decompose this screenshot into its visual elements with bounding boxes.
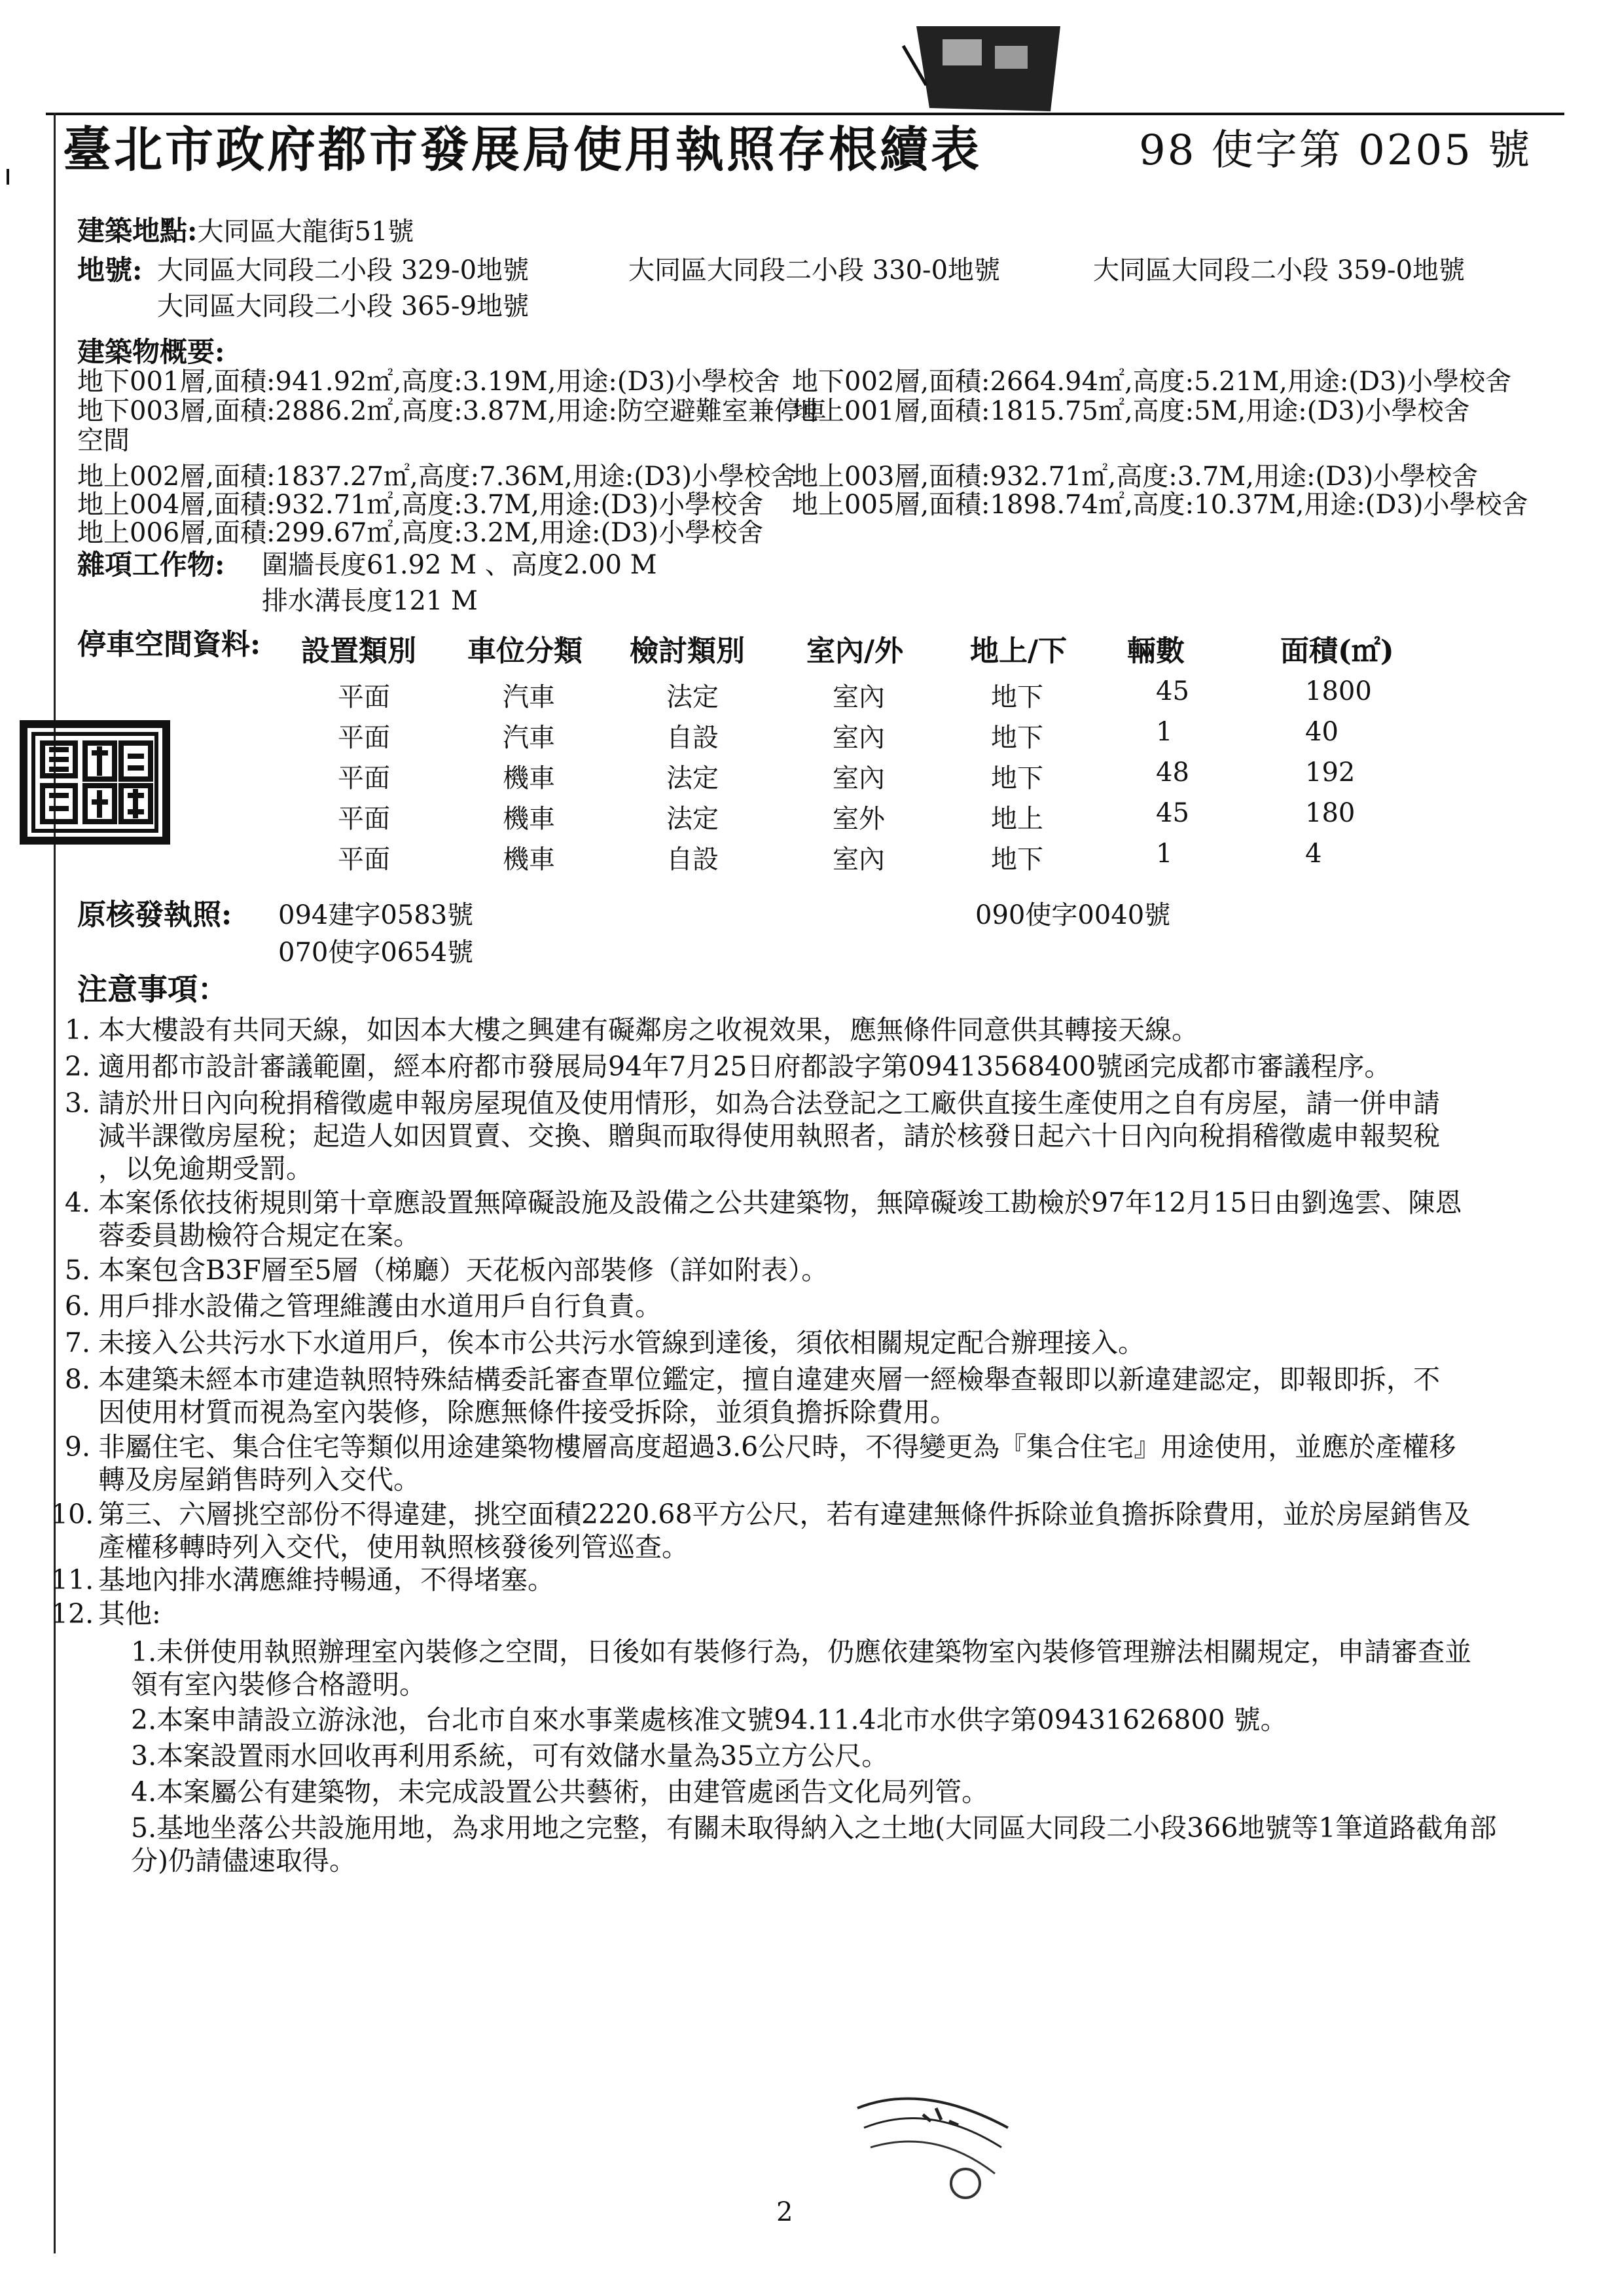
parking-label: 停車空間資料: [77,628,261,661]
parking-header: 面積(㎡) [1280,634,1394,668]
site-value: 大同區大龍街51號 [197,217,414,247]
parking-header: 輛數 [1127,634,1185,668]
overview-line: 空間 [77,426,130,456]
page-number: 2 [776,2197,793,2227]
note-item: 8. 本建築未經本市建造執照特殊結構委託審查單位鑑定，擅自違建夾層一經檢舉查報即以新違建認定，即報即拆，不 因使用材質而視為室內裝修，除應無條件接受拆除，並須負擔拆除費用。 [64,1364,1440,1428]
parking-header: 地上/下 [970,634,1068,668]
parking-cell: 1800 [1305,676,1372,706]
parking-cell: 法定 [666,682,719,712]
site-row [77,216,414,247]
parking-cell: 1 [1156,717,1173,747]
parking-cell: 機車 [503,763,555,793]
parking-cell: 1 [1156,839,1173,869]
parking-cell: 地下 [991,682,1043,712]
original-permit-item: 094建字0583號 [278,900,474,930]
overview-line: 地上003層,面積:932.71㎡,高度:3.7M,用途:(D3)小學校舍 [792,462,1479,492]
parking-cell: 平面 [338,723,390,753]
misc-line: 排水溝長度121 M [262,586,478,616]
overview-line: 地下003層,面積:2886.2㎡,高度:3.87M,用途:防空避難室兼停車 [77,396,827,426]
notes-label: 注意事項： [77,972,228,1007]
overview-line: 地上001層,面積:1815.75㎡,高度:5M,用途:(D3)小學校舍 [792,396,1470,426]
original-permit-item: 070使字0654號 [278,938,474,968]
misc-label: 雜項工作物: [77,549,225,581]
stamp-seal-left [20,720,170,845]
parking-cell: 平面 [338,845,390,875]
note-item: 3. 請於卅日內向稅捐稽徵處申報房屋現值及使用情形，如為合法登記之工廠供直接生產使用之自有房屋，請一併申請 減半課徵房屋稅；起造人如因買賣、交換、贈與而取得使用執照者，請於核發日起六十日內向稅捐稽徵處申報契稅 ，以免逾期受罰。 [64,1087,1440,1184]
note-item: 10. 第三、六層挑空部份不得違建，挑空面積2220.68平方公尺，若有違建無條件拆除並負擔拆除費用，並於房屋銷售及 產權移轉時列入交代，使用執照核發後列管巡查。 [51,1499,1471,1563]
site-label: 建築地點: [77,215,198,247]
lot-item: 大同區大同段二小段 329-0地號 [157,255,530,285]
parking-cell: 平面 [338,682,390,712]
parking-cell: 自設 [666,845,719,875]
lots-label: 地號: [77,254,143,286]
overview-line: 地上004層,面積:932.71㎡,高度:3.7M,用途:(D3)小學校舍 [77,490,764,520]
parking-cell: 平面 [338,804,390,834]
parking-cell: 法定 [666,763,719,793]
note-item: 11. 基地內排水溝應維持暢通，不得堵塞。 [51,1564,554,1595]
parking-cell: 室內 [833,682,885,712]
permit-number: 98 使字第 0205 號 [1139,126,1532,175]
note-item: 1. 本大樓設有共同天線，如因本大樓之興建有礙鄰房之收視效果，應無條件同意供其轉接天線。 [64,1014,1198,1046]
document-title: 臺北市政府都市發展局使用執照存根續表 [63,122,982,178]
parking-cell: 機車 [503,804,555,834]
lot-item: 大同區大同段二小段 359-0地號 [1093,255,1465,285]
parking-cell: 平面 [338,763,390,793]
parking-cell: 地下 [991,723,1043,753]
overview-line: 地下002層,面積:2664.94㎡,高度:5.21M,用途:(D3)小學校舍 [792,367,1512,397]
parking-cell: 地下 [991,763,1043,793]
parking-cell: 自設 [666,723,719,753]
parking-cell: 40 [1305,717,1339,747]
overview-line: 地上005層,面積:1898.74㎡,高度:10.37M,用途:(D3)小學校舍 [792,490,1528,520]
lot-item: 大同區大同段二小段 365-9地號 [157,291,530,321]
original-permits-label: 原核發執照: [77,898,232,932]
parking-header: 設置類別 [301,634,416,668]
parking-cell: 地下 [991,845,1043,875]
misc-line: 圍牆長度61.92 M 、高度2.00 M [262,550,657,580]
parking-cell: 室外 [833,804,885,834]
original-permit-item: 090使字0040號 [975,900,1171,930]
note-item: 9. 非屬住宅、集合住宅等類似用途建築物樓層高度超過3.6公尺時，不得變更為『集合住宅』用途使用，並應於產權移 轉及房屋銷售時列入交代。 [64,1431,1456,1495]
note-item: 4. 本案係依技術規則第十章應設置無障礙設施及設備之公共建築物，無障礙竣工勘檢於97年12月15日由劉逸雲、陳恩 蓉委員勘檢符合規定在案。 [64,1187,1462,1251]
parking-cell: 機車 [503,845,555,875]
note-item: 7. 未接入公共污水下水道用戶，俟本市公共污水管線到達後，須依相關規定配合辦理接入。 [64,1327,1145,1358]
note-item: 6. 用戶排水設備之管理維護由水道用戶自行負責。 [64,1290,662,1322]
note-item: 5. 本案包含B3F層至5層（梯廳）天花板內部裝修（詳如附表）。 [64,1254,829,1286]
parking-cell: 48 [1156,757,1189,788]
parking-cell: 汽車 [503,723,555,753]
stamp-seal-top [890,20,1080,120]
parking-cell: 法定 [666,804,719,834]
parking-header: 車位分類 [467,634,583,668]
parking-cell: 室內 [833,845,885,875]
parking-cell: 地上 [991,804,1043,834]
note-sub-item: 3.本案設置雨水回收再利用系統，可有效儲水量為35立方公尺。 [131,1740,889,1772]
stamp-seal-bottom [844,2088,1028,2222]
parking-cell: 192 [1305,757,1356,788]
note-item: 2. 適用都市設計審議範圍，經本府都市發展局94年7月25日府都設字第09413568400號函完成都市審議程序。 [64,1051,1392,1082]
parking-cell: 45 [1156,798,1189,828]
margin-mark [7,169,9,185]
overview-line: 地下001層,面積:941.92㎡,高度:3.19M,用途:(D3)小學校舍 [77,367,780,397]
parking-header: 檢討類別 [630,634,745,668]
note-sub-item: 2.本案申請設立游泳池，台北市自來水事業處核准文號94.11.4北市水供字第09431626800 號。 [131,1704,1287,1736]
parking-cell: 室內 [833,763,885,793]
lot-item: 大同區大同段二小段 330-0地號 [628,255,1001,285]
parking-header: 室內/外 [806,634,904,668]
parking-cell: 180 [1305,798,1356,828]
parking-cell: 45 [1156,676,1189,706]
note-sub-item: 4.本案屬公有建築物，未完成設置公共藝術，由建管處函告文化局列管。 [131,1776,989,1808]
overview-line: 地上002層,面積:1837.27㎡,高度:7.36M,用途:(D3)小學校舍 [77,462,797,492]
note-sub-item: 5.基地坐落公共設施用地，為求用地之完整，有關未取得納入之土地(大同區大同段二小段366地號等1筆道路截角部 分)仍請儘速取得。 [131,1812,1497,1876]
parking-cell: 4 [1305,839,1322,869]
overview-label: 建築物概要: [77,336,225,368]
note-item: 12. 其他: [51,1598,161,1630]
left-frame-line [54,113,56,2253]
note-sub-item: 1.未併使用執照辦理室內裝修之空間，日後如有裝修行為，仍應依建築物室內裝修管理辦法相關規定，申請審查並 領有室內裝修合格證明。 [131,1636,1472,1700]
lots-row [77,255,143,286]
overview-line: 地上006層,面積:299.67㎡,高度:3.2M,用途:(D3)小學校舍 [77,518,764,548]
parking-cell: 室內 [833,723,885,753]
parking-cell: 汽車 [503,682,555,712]
